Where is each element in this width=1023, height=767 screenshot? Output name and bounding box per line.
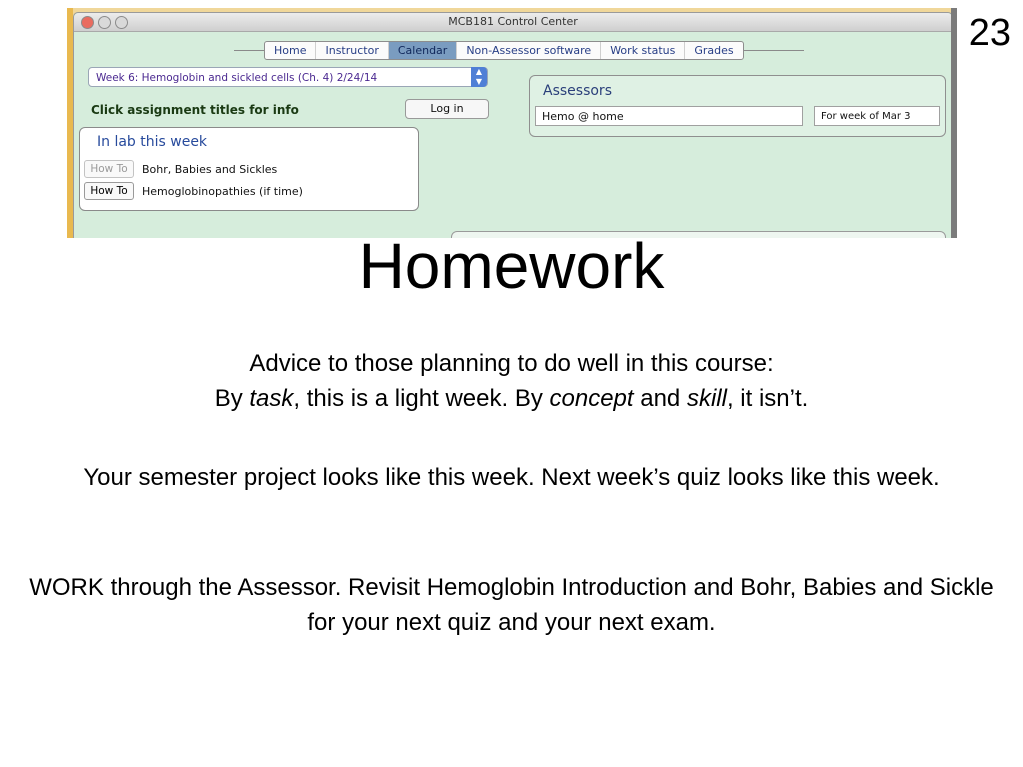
task-word: task	[249, 385, 294, 412]
project-paragraph: Your semester project looks like this week. Next week’s quiz looks like this week.	[83, 464, 940, 491]
week-select[interactable]	[88, 67, 488, 87]
in-lab-title: In lab this week	[97, 134, 208, 150]
assessors-panel	[529, 75, 946, 137]
advice-line: Advice to those planning to do well in this course:	[249, 350, 774, 377]
advice-paragraph	[0, 346, 1023, 416]
tab-non-assessor-software[interactable]: Non-Assessor software	[457, 42, 601, 59]
app-window	[73, 12, 953, 238]
concept-word: concept	[549, 385, 634, 412]
assessor-item[interactable]: Hemo @ home	[535, 106, 803, 126]
skill-word: skill	[686, 385, 727, 412]
task-concept-line: By task, this is a light week. By concept and skill, it isn’t.	[214, 385, 809, 412]
tab-home[interactable]: Home	[265, 42, 316, 59]
lab-item	[84, 160, 277, 178]
slide-number: 23	[968, 12, 1011, 54]
assignment-title-link[interactable]: Hemoglobinopathies (if time)	[142, 184, 303, 198]
slide-heading: Homework	[358, 230, 665, 302]
work-paragraph: WORK through the Assessor. Revisit Hemoglobin Introduction and Bohr, Babies and Sickle for your next quiz and your next exam.	[29, 574, 994, 636]
screenshot-edge	[951, 8, 957, 238]
how-to-button[interactable]: How To	[84, 182, 134, 200]
lab-item	[84, 182, 303, 200]
how-to-button[interactable]: How To	[84, 160, 134, 178]
tab-bar	[264, 41, 744, 60]
window-title: MCB181 Control Center	[448, 15, 578, 28]
tab-calendar[interactable]: Calendar	[389, 42, 457, 59]
tab-instructor[interactable]: Instructor	[316, 42, 388, 59]
assessor-week-label: For week of Mar 3	[814, 106, 940, 126]
app-screenshot	[67, 8, 957, 238]
click-info-label: Click assignment titles for info	[91, 103, 299, 117]
tab-grades[interactable]: Grades	[694, 44, 734, 57]
assignment-title-link[interactable]: Bohr, Babies and Sickles	[142, 162, 278, 176]
in-lab-panel	[79, 127, 419, 211]
login-button[interactable]: Log in	[405, 99, 489, 119]
select-arrows-icon[interactable]: ▲ ▼	[471, 67, 487, 87]
tab-work-status[interactable]: Work status	[601, 42, 685, 59]
week-select-value: Week 6: Hemoglobin and sickled cells (Ch. 4) 2/24/14	[96, 72, 378, 84]
assessors-title: Assessors	[543, 83, 612, 99]
window-titlebar	[74, 13, 952, 32]
